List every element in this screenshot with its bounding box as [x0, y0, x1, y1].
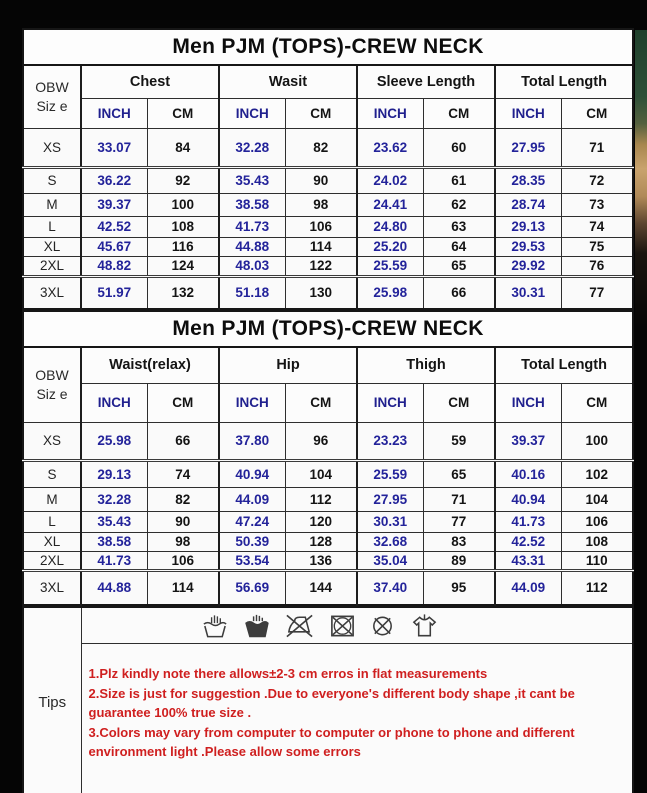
table-row	[23, 422, 633, 460]
do-not-iron-icon	[284, 617, 324, 634]
table-row	[23, 460, 633, 487]
group-header-total-length: Total Length	[495, 65, 633, 98]
unit-header-row	[23, 98, 633, 128]
unit-cm: CM	[285, 98, 357, 128]
tips-text	[81, 644, 633, 793]
cell-value: 35.43	[81, 511, 147, 532]
cell-value: 104	[561, 487, 633, 511]
cell-value: 90	[147, 511, 219, 532]
table-row	[23, 216, 633, 237]
care-icons-row	[23, 607, 633, 644]
group-header-waist-relax: Waist(relax)	[81, 347, 219, 383]
cell-value: 32.28	[81, 487, 147, 511]
unit-cm: CM	[561, 98, 633, 128]
cell-value: 51.18	[219, 276, 285, 309]
size-label: L	[23, 511, 81, 532]
cell-value: 106	[561, 511, 633, 532]
size-label: M	[23, 193, 81, 216]
cell-value: 25.59	[357, 256, 423, 276]
group-header-total-length: Total Length	[495, 347, 633, 383]
cell-value: 24.41	[357, 193, 423, 216]
cell-value: 77	[423, 511, 495, 532]
cell-value: 51.97	[81, 276, 147, 309]
cell-value: 120	[285, 511, 357, 532]
table-row	[23, 487, 633, 511]
cell-value: 63	[423, 216, 495, 237]
group-header-thigh: Thigh	[357, 347, 495, 383]
table1-title: Men PJM (TOPS)-CREW NECK	[23, 29, 633, 65]
cell-value: 122	[285, 256, 357, 276]
size-table-2	[22, 310, 634, 606]
cell-value: 32.28	[219, 128, 285, 167]
size-label: 2XL	[23, 551, 81, 570]
group-header-hip: Hip	[219, 347, 357, 383]
group-header-chest: Chest	[81, 65, 219, 98]
cell-value: 124	[147, 256, 219, 276]
cell-value: 108	[147, 216, 219, 237]
cell-value: 37.80	[219, 422, 285, 460]
group-header-sleeve-length: Sleeve Length	[357, 65, 495, 98]
cell-value: 30.31	[495, 276, 561, 309]
cell-value: 130	[285, 276, 357, 309]
cell-value: 42.52	[495, 532, 561, 551]
unit-inch: INCH	[357, 383, 423, 422]
cell-value: 77	[561, 276, 633, 309]
cell-value: 112	[285, 487, 357, 511]
cell-value: 136	[285, 551, 357, 570]
group-header-row	[23, 347, 633, 383]
cell-value: 89	[423, 551, 495, 570]
cell-value: 100	[147, 193, 219, 216]
cell-value: 53.54	[219, 551, 285, 570]
cell-value: 33.07	[81, 128, 147, 167]
unit-cm: CM	[147, 383, 219, 422]
hand-wash-gentle-icon	[242, 617, 280, 634]
product-photo-edge	[635, 30, 647, 332]
size-header-line1: OBW	[35, 366, 69, 383]
cell-value: 98	[285, 193, 357, 216]
table-row	[23, 276, 633, 309]
unit-inch: INCH	[495, 383, 561, 422]
cell-value: 44.88	[81, 570, 147, 605]
cell-value: 144	[285, 570, 357, 605]
cell-value: 29.13	[495, 216, 561, 237]
cell-value: 25.98	[357, 276, 423, 309]
cell-value: 116	[147, 237, 219, 256]
cell-value: 82	[147, 487, 219, 511]
cell-value: 42.52	[81, 216, 147, 237]
cell-value: 72	[561, 167, 633, 193]
cell-value: 59	[423, 422, 495, 460]
size-label: 2XL	[23, 256, 81, 276]
size-label: 3XL	[23, 276, 81, 309]
cell-value: 40.16	[495, 460, 561, 487]
cell-value: 24.80	[357, 216, 423, 237]
table-row	[23, 570, 633, 605]
size-label: L	[23, 216, 81, 237]
cell-value: 25.98	[81, 422, 147, 460]
cell-value: 83	[423, 532, 495, 551]
cell-value: 32.68	[357, 532, 423, 551]
table-title-row	[23, 29, 633, 65]
cell-value: 76	[561, 256, 633, 276]
cell-value: 25.59	[357, 460, 423, 487]
cell-value: 44.09	[219, 487, 285, 511]
do-not-tumble-dry-icon	[329, 617, 365, 634]
unit-inch: INCH	[219, 98, 285, 128]
size-column-header	[23, 65, 81, 128]
cell-value: 95	[423, 570, 495, 605]
unit-cm: CM	[285, 383, 357, 422]
table-row	[23, 237, 633, 256]
cell-value: 41.73	[219, 216, 285, 237]
cell-value: 41.73	[81, 551, 147, 570]
cell-value: 48.03	[219, 256, 285, 276]
cell-value: 29.53	[495, 237, 561, 256]
cell-value: 23.62	[357, 128, 423, 167]
unit-cm: CM	[561, 383, 633, 422]
cell-value: 29.13	[81, 460, 147, 487]
cell-value: 104	[285, 460, 357, 487]
cell-value: 62	[423, 193, 495, 216]
table-row	[23, 256, 633, 276]
cell-value: 23.23	[357, 422, 423, 460]
size-chart-sheet	[22, 28, 632, 793]
size-header-line2: Siz e	[36, 385, 68, 402]
cell-value: 75	[561, 237, 633, 256]
drip-dry-shirt-icon	[410, 617, 448, 634]
cell-value: 40.94	[219, 460, 285, 487]
cell-value: 71	[561, 128, 633, 167]
cell-value: 45.67	[81, 237, 147, 256]
footer-table	[22, 606, 634, 793]
table-row	[23, 511, 633, 532]
cell-value: 132	[147, 276, 219, 309]
cell-value: 35.04	[357, 551, 423, 570]
cell-value: 28.35	[495, 167, 561, 193]
size-table-1	[22, 28, 634, 310]
cell-value: 102	[561, 460, 633, 487]
cell-value: 60	[423, 128, 495, 167]
cell-value: 38.58	[81, 532, 147, 551]
size-label: XS	[23, 422, 81, 460]
cell-value: 28.74	[495, 193, 561, 216]
size-header-line1: OBW	[35, 78, 69, 95]
size-label: S	[23, 460, 81, 487]
do-not-dry-clean-icon	[369, 617, 405, 634]
cell-value: 106	[285, 216, 357, 237]
cell-value: 47.24	[219, 511, 285, 532]
cell-value: 100	[561, 422, 633, 460]
size-label: XL	[23, 532, 81, 551]
tips-label: Tips	[23, 607, 81, 793]
tip-line-2: 2.Size is just for suggestion .Due to everyone's different body shape ,it cant be guarantee 100% true size .	[88, 685, 575, 720]
cell-value: 44.88	[219, 237, 285, 256]
cell-value: 66	[147, 422, 219, 460]
cell-value: 98	[147, 532, 219, 551]
cell-value: 61	[423, 167, 495, 193]
cell-value: 29.92	[495, 256, 561, 276]
cell-value: 38.58	[219, 193, 285, 216]
unit-cm: CM	[423, 383, 495, 422]
size-label: S	[23, 167, 81, 193]
unit-header-row	[23, 383, 633, 422]
cell-value: 56.69	[219, 570, 285, 605]
cell-value: 112	[561, 570, 633, 605]
cell-value: 24.02	[357, 167, 423, 193]
tips-row	[23, 644, 633, 793]
group-header-wasit: Wasit	[219, 65, 357, 98]
unit-inch: INCH	[495, 98, 561, 128]
cell-value: 90	[285, 167, 357, 193]
cell-value: 40.94	[495, 487, 561, 511]
cell-value: 73	[561, 193, 633, 216]
cell-value: 36.22	[81, 167, 147, 193]
cell-value: 44.09	[495, 570, 561, 605]
cell-value: 74	[147, 460, 219, 487]
cell-value: 110	[561, 551, 633, 570]
cell-value: 65	[423, 256, 495, 276]
cell-value: 64	[423, 237, 495, 256]
cell-value: 128	[285, 532, 357, 551]
table-title-row	[23, 311, 633, 347]
cell-value: 37.40	[357, 570, 423, 605]
cell-value: 65	[423, 460, 495, 487]
cell-value: 27.95	[495, 128, 561, 167]
cell-value: 92	[147, 167, 219, 193]
cell-value: 41.73	[495, 511, 561, 532]
cell-value: 35.43	[219, 167, 285, 193]
unit-cm: CM	[147, 98, 219, 128]
table2-title: Men PJM (TOPS)-CREW NECK	[23, 311, 633, 347]
tip-line-3: 3.Colors may vary from computer to computer or phone to phone and different environment light .Please allow some errors	[88, 724, 575, 759]
tip-line-1: 1.Plz kindly note there allows±2-3 cm erros in flat measurements	[88, 666, 488, 681]
cell-value: 50.39	[219, 532, 285, 551]
size-label: XS	[23, 128, 81, 167]
cell-value: 71	[423, 487, 495, 511]
table-row	[23, 532, 633, 551]
size-label: 3XL	[23, 570, 81, 605]
group-header-row	[23, 65, 633, 98]
size-header-line2: Siz e	[36, 97, 68, 114]
hand-wash-icon	[200, 617, 238, 634]
cell-value: 114	[285, 237, 357, 256]
cell-value: 48.82	[81, 256, 147, 276]
table-row	[23, 551, 633, 570]
unit-inch: INCH	[81, 383, 147, 422]
cell-value: 74	[561, 216, 633, 237]
cell-value: 96	[285, 422, 357, 460]
cell-value: 82	[285, 128, 357, 167]
cell-value: 30.31	[357, 511, 423, 532]
cell-value: 43.31	[495, 551, 561, 570]
size-label: XL	[23, 237, 81, 256]
cell-value: 25.20	[357, 237, 423, 256]
table-row	[23, 128, 633, 167]
size-label: M	[23, 487, 81, 511]
cell-value: 39.37	[495, 422, 561, 460]
cell-value: 106	[147, 551, 219, 570]
care-icons	[81, 607, 633, 644]
unit-inch: INCH	[357, 98, 423, 128]
cell-value: 84	[147, 128, 219, 167]
table-row	[23, 193, 633, 216]
unit-inch: INCH	[219, 383, 285, 422]
unit-cm: CM	[423, 98, 495, 128]
cell-value: 114	[147, 570, 219, 605]
size-column-header	[23, 347, 81, 422]
table-row	[23, 167, 633, 193]
cell-value: 27.95	[357, 487, 423, 511]
cell-value: 66	[423, 276, 495, 309]
cell-value: 108	[561, 532, 633, 551]
cell-value: 39.37	[81, 193, 147, 216]
unit-inch: INCH	[81, 98, 147, 128]
